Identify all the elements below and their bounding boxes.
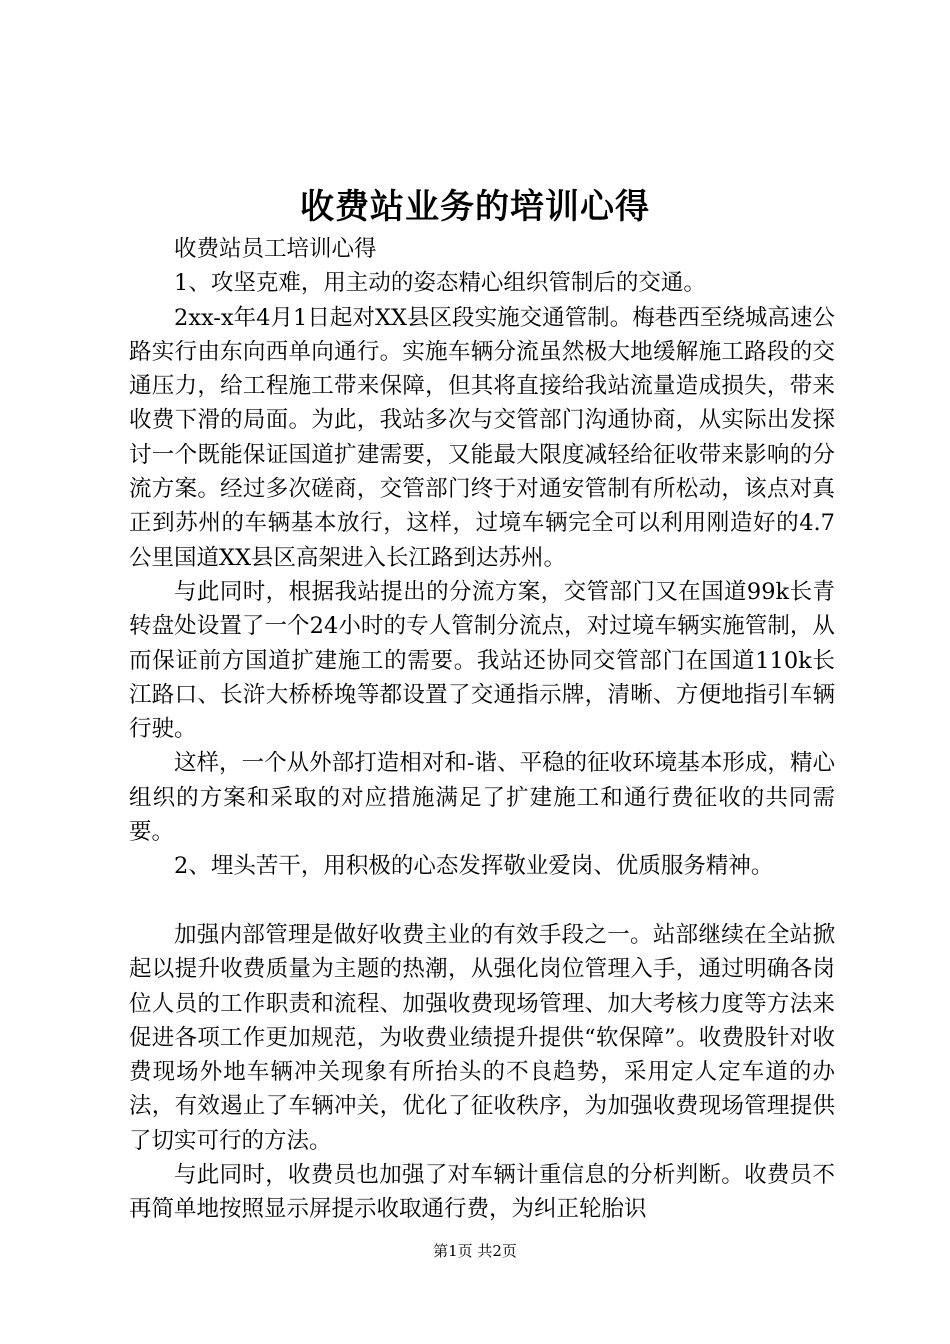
paragraph: 与此同时，根据我站提出的分流方案，交管部门又在国道99k长青转盘处设置了一个24小时的专人管制分流点，对过境车辆实施管制，从而保证前方国道扩建施工的需要。我站还协同交管部门在国道110k长江路口、长浒大桥桥堍等都设置了交通指示牌，清晰、方便地指引车辆行驶。 [129, 578, 835, 743]
paragraph-subtitle: 收费站员工培训心得 [174, 236, 377, 262]
paragraph: 2xx-x年4月1日起对XX县区段实施交通管制。梅巷西至绕城高速公路实行由东向西单向通行。实施车辆分流虽然极大地缓解施工路段的交通压力，给工程施工带来保障，但其将直接给我站流量造成损失，带来收费下滑的局面。为此，我站多次与交管部门沟通协商，从实际出发探讨一个既能保证国道扩建需要，又能最大限度减轻给征收带来影响的分流方案。经过多次磋商，交管部门终于对通安管制有所松动，该点对真正到苏州的车辆基本放行，这样，过境车辆完全可以利用刚造好的4.7公里国道XX县区高架进入长江路到达苏州。 [129, 304, 835, 571]
paragraph-section-2-heading: 2、埋头苦干，用积极的心态发挥敬业爱岗、优质服务精神。 [174, 853, 774, 880]
paragraph: 与此同时，收费员也加强了对车辆计重信息的分析判断。收费员不再简单地按照显示屏提示收取通行费，为纠正轮胎识 [129, 1162, 835, 1223]
paragraph: 加强内部管理是做好收费主业的有效手段之一。站部继续在全站掀起以提升收费质量为主题的热潮，从强化岗位管理入手，通过明确各岗位人员的工作职责和流程、加强收费现场管理、加大考核力度等方法来促进各项工作更加规范，为收费业绩提升提供“软保障”。收费股针对收费现场外地车辆冲关现象有所抬头的不良趋势，采用定人定车道的办法，有效遏止了车辆冲关，优化了征收秩序，为加强收费现场管理提供了切实可行的方法。 [129, 921, 835, 1154]
paragraph: 这样，一个从外部打造相对和-谐、平稳的征收环境基本形成，精心组织的方案和采取的对应措施满足了扩建施工和通行费征收的共同需要。 [129, 750, 835, 846]
document-body [129, 232, 835, 1227]
blank-line [129, 884, 835, 918]
document-title: 收费站业务的培训心得 [300, 187, 650, 227]
page-number-footer: 第1页 共2页 [433, 1242, 517, 1260]
paragraph-section-1-heading: 1、攻坚克难，用主动的姿态精心组织管制后的交通。 [174, 270, 706, 297]
